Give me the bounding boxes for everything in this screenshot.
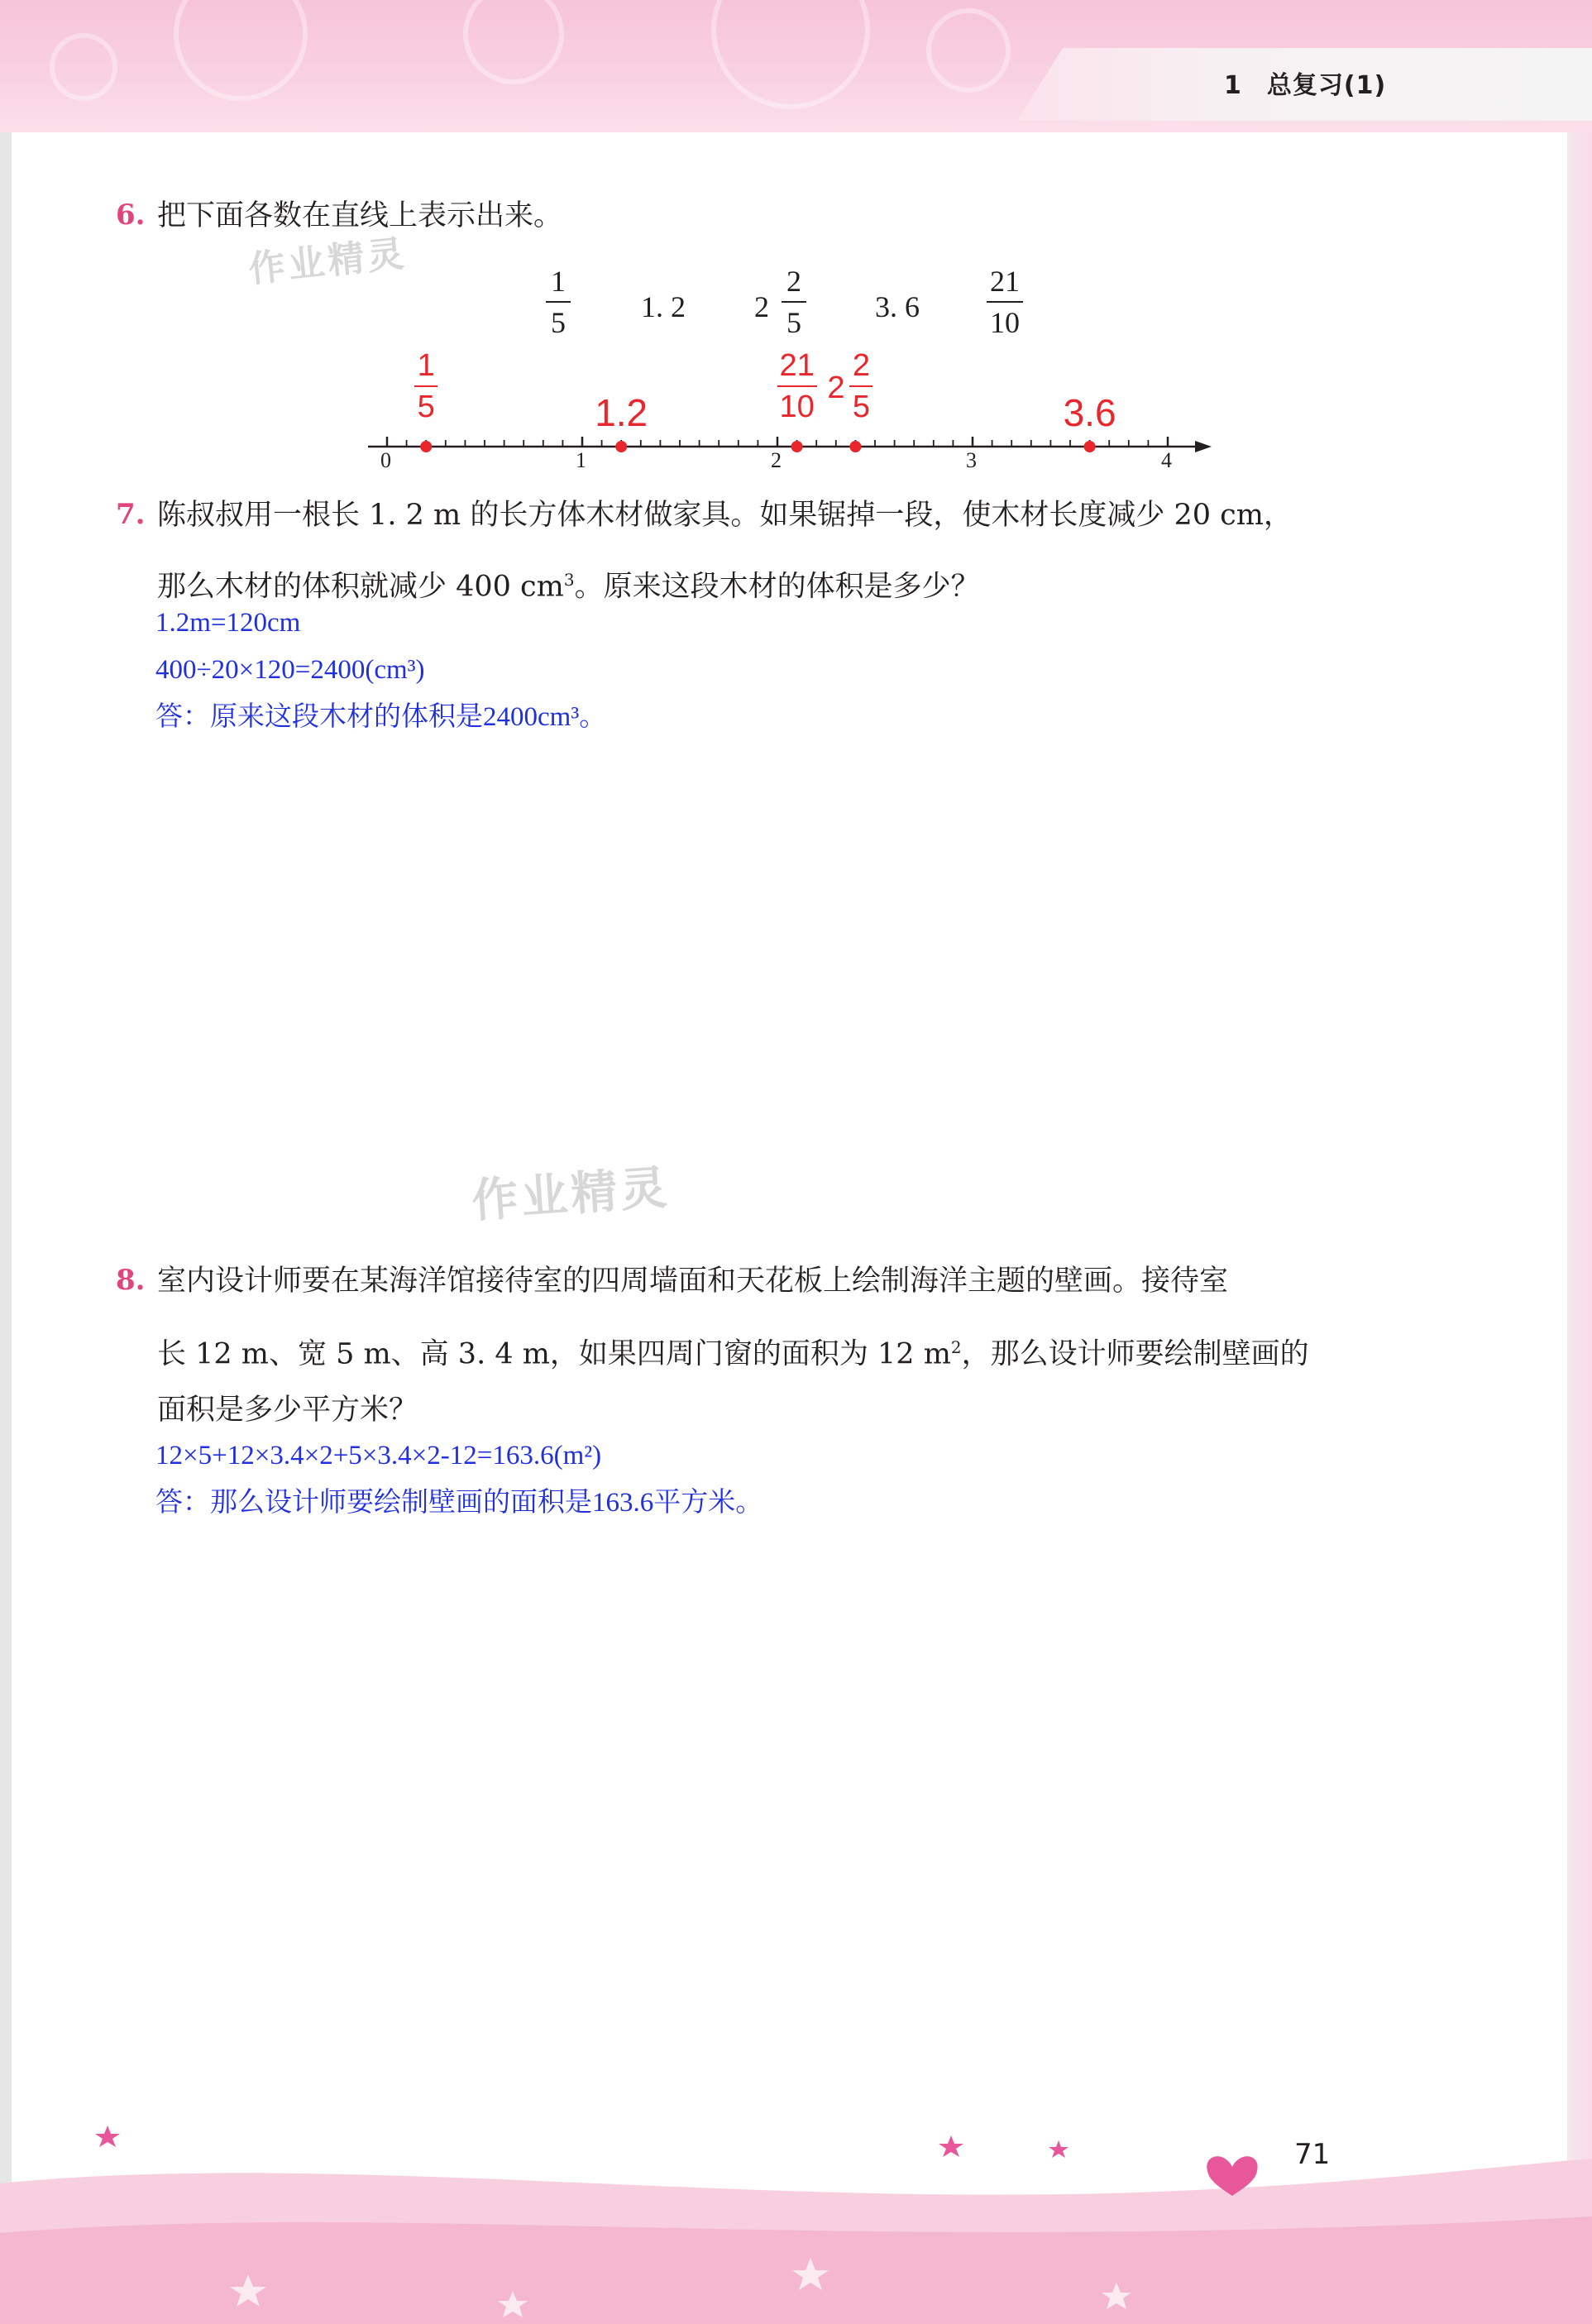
- number-line-point: [849, 441, 861, 452]
- q8-line1: 室内设计师要在某海洋馆接待室的四周墙面和天花板上绘制海洋主题的壁画。接待室: [157, 1265, 1229, 1298]
- q8-line2-post: ，那么设计师要绘制壁画的: [961, 1337, 1309, 1371]
- q8-line2: [157, 1327, 1309, 1375]
- denominator: 5: [417, 390, 435, 424]
- number-line-point-label: 3.6: [1063, 391, 1116, 434]
- watermark: 作业精灵: [246, 232, 409, 291]
- number-line: [0, 0, 1592, 513]
- denominator: 10: [990, 306, 1020, 339]
- number-line-tick-label: 0: [380, 448, 391, 472]
- q7-answer-line-1: 1.2m=120cm: [155, 608, 301, 638]
- number-line-point: [615, 441, 627, 452]
- fraction-bar: [777, 385, 817, 387]
- fraction-bar: [849, 385, 872, 387]
- q7-answer-line-3: 答：原来这段木材的体积是2400cm³。: [155, 702, 607, 732]
- q6-mixed-whole: 2: [754, 290, 769, 323]
- q7-line2-pre: 那么木材的体积就减少 400 cm: [157, 570, 564, 604]
- q8-number: 8.: [116, 1264, 146, 1297]
- q7-number: 7.: [116, 498, 146, 531]
- numerator: 1: [551, 265, 566, 298]
- number-line-tick-label: 4: [1161, 448, 1172, 472]
- number-line-point-label: [847, 349, 875, 423]
- q8-answer-line-1: 12×5+12×3.4×2+5×3.4×2-12=163.6(m²): [155, 1441, 602, 1470]
- watermark: 作业精灵: [470, 1160, 672, 1229]
- numerator: 21: [779, 348, 815, 383]
- number-line-point-label: [775, 349, 820, 423]
- q6-text: 把下面各数在直线上表示出来。: [157, 199, 563, 232]
- q8-line2-pre: 长 12 m、宽 5 m、高 3. 4 m，如果四周门窗的面积为 12 m: [157, 1337, 951, 1371]
- q8-line3: 面积是多少平方米？: [157, 1394, 418, 1427]
- page-number: 71: [1294, 2138, 1331, 2171]
- fraction-bar: [414, 385, 437, 387]
- chapter-number: 1: [1224, 71, 1242, 100]
- numerator: 2: [852, 348, 870, 383]
- numerator: 1: [417, 348, 435, 383]
- number-line-point: [420, 441, 432, 452]
- q7-line1: 陈叔叔用一根长 1. 2 m 的长方体木材做家具。如果锯掉一段，使木材长度减少 20 cm，: [157, 499, 1293, 532]
- q7-line2: [157, 559, 980, 608]
- number-line-point: [1084, 441, 1096, 452]
- denominator: 5: [852, 390, 870, 424]
- denominator: 5: [786, 306, 801, 339]
- number-line-point-label: [412, 349, 440, 423]
- number-line-mixed-whole: 2: [827, 371, 845, 405]
- number-line-tick-label: 3: [966, 448, 977, 472]
- chapter-title: 总复习(1): [1266, 71, 1387, 100]
- q7-line2-post: 。原来这段木材的体积是多少？: [574, 570, 980, 604]
- numerator: 2: [786, 265, 801, 298]
- footer-decoration: [0, 2117, 1592, 2324]
- q7-superscript: 3: [563, 570, 575, 590]
- denominator: 5: [551, 306, 566, 339]
- number-line-tick-label: 1: [576, 448, 586, 472]
- number-line-point: [791, 441, 803, 452]
- q8-superscript: 2: [950, 1337, 962, 1357]
- denominator: 10: [779, 390, 815, 424]
- q6-number-3-6: 3. 6: [875, 290, 920, 323]
- q6-number: 6.: [116, 198, 146, 232]
- number-line-arrow: [1195, 441, 1212, 452]
- q8-answer-line-2: 答：那么设计师要绘制壁画的面积是163.6平方米。: [155, 1488, 763, 1518]
- numerator: 21: [990, 265, 1020, 298]
- q6-number-1-2: 1. 2: [641, 290, 686, 323]
- q7-answer-line-2: 400÷20×120=2400(cm³): [155, 655, 425, 685]
- number-line-point-label: 1.2: [595, 391, 648, 434]
- number-line-tick-label: 2: [771, 448, 782, 472]
